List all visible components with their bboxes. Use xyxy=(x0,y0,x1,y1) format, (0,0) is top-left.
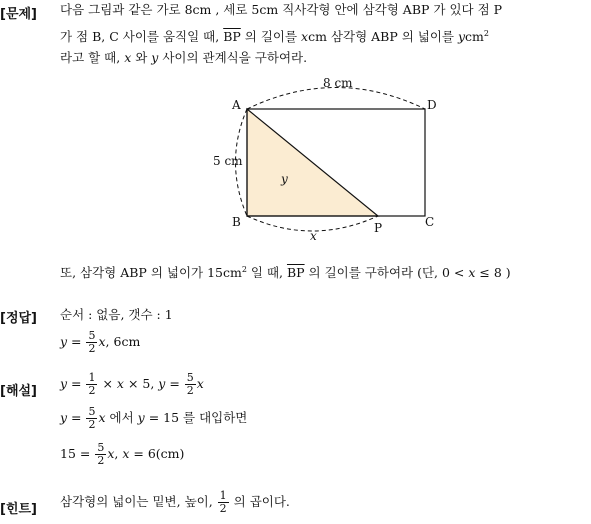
problem-text: 가 점 B, C 사이를 움직일 때, xyxy=(60,29,224,45)
problem-line-1: 다음 그림과 같은 가로 8cm , 세로 5cm 직사각형 안에 삼각형 ABP 가 있다 점 P xyxy=(60,2,503,17)
equals: = xyxy=(67,376,86,391)
var-x: x xyxy=(196,376,204,391)
explanation-line-2 xyxy=(60,404,247,432)
var-x: x xyxy=(107,446,115,461)
answer-line-1: 순서 : 없음, 갯수 : 1 xyxy=(60,307,173,322)
var-y: y xyxy=(151,50,159,65)
problem-line-2 xyxy=(60,26,489,45)
area-var-y: y xyxy=(281,172,288,186)
fraction xyxy=(218,490,229,515)
explanation-label: [해설] xyxy=(0,384,37,399)
var-y: y xyxy=(457,29,466,45)
var-x: x xyxy=(122,446,130,461)
denominator: 2 xyxy=(186,384,194,397)
var-y: y xyxy=(158,376,166,391)
denominator: 2 xyxy=(97,454,105,467)
var-x: x xyxy=(124,50,132,65)
explanation-text: = 15 를 대입하면 xyxy=(144,410,248,425)
hint-line xyxy=(60,488,290,516)
var-x: x xyxy=(301,29,309,45)
label-b: B xyxy=(232,215,241,229)
top-dimension-arc xyxy=(247,88,425,110)
unit-exponent: 2 xyxy=(483,29,489,38)
answer-label: [정답] xyxy=(0,311,37,326)
numerator: 5 xyxy=(88,405,96,418)
problem-sub-question xyxy=(60,262,511,281)
left-length: 5 cm xyxy=(213,154,243,168)
problem-text: 사이의 관계식을 구하여라. xyxy=(158,50,308,65)
problem-label: [문제] xyxy=(0,7,37,22)
answer-rest: , 6cm xyxy=(105,334,141,349)
problem-text: 라고 할 때, xyxy=(60,50,125,65)
denominator: 2 xyxy=(88,342,96,355)
unit: cm xyxy=(465,29,484,45)
fraction xyxy=(86,372,97,397)
problem-text: ≤ 8 ) xyxy=(475,265,511,281)
numerator: 5 xyxy=(97,441,105,454)
separator: , xyxy=(114,446,123,461)
fraction xyxy=(185,372,196,397)
label-a: A xyxy=(232,98,241,112)
numerator: 5 xyxy=(88,329,96,342)
var-x: x xyxy=(98,410,106,425)
problem-text: 의 길이를 구하여라 (단, 0 < xyxy=(304,265,469,281)
var-y: y xyxy=(60,376,68,391)
denominator: 2 xyxy=(219,502,227,515)
fraction xyxy=(86,330,97,355)
numerator: 1 xyxy=(219,489,227,502)
problem-text: 의 길이를 xyxy=(240,29,302,45)
equals: = xyxy=(165,376,184,391)
problem-text: cm 삼각형 ABP 의 넓이를 xyxy=(308,29,458,45)
hint-text: 삼각형의 넓이는 밑변, 높이, xyxy=(60,494,217,509)
equals: = xyxy=(67,410,86,425)
times: × xyxy=(98,376,117,391)
problem-text: 또, 삼각형 ABP 의 넓이가 15cm xyxy=(60,265,242,281)
expression-rest: = 6(cm) xyxy=(129,446,185,461)
expression-rest: × 5, xyxy=(123,376,159,391)
segment-bp: $\overline{BP}$ xyxy=(223,29,241,45)
bottom-var-x: x xyxy=(310,229,317,243)
problem-text: 일 때, xyxy=(246,265,287,281)
equals: = xyxy=(67,334,86,349)
rectangle-figure xyxy=(213,70,450,250)
numerator: 1 xyxy=(88,371,96,384)
explanation-line-3 xyxy=(60,440,184,468)
segment-bp: $\overline{BP}$ xyxy=(286,265,305,281)
var-y: y xyxy=(137,410,145,425)
triangle-abp xyxy=(247,109,378,216)
explanation-text: 에서 xyxy=(105,410,138,425)
fraction xyxy=(86,406,97,431)
label-d: D xyxy=(427,98,437,112)
label-p: P xyxy=(374,221,383,235)
var-y: y xyxy=(60,410,68,425)
denominator: 2 xyxy=(88,384,96,397)
fraction xyxy=(95,442,106,467)
hint-text: 의 곱이다. xyxy=(229,494,290,509)
answer-line-2 xyxy=(60,328,140,356)
numerator: 5 xyxy=(186,371,194,384)
top-length: 8 cm xyxy=(323,76,353,90)
var-x: x xyxy=(116,376,124,391)
label-c: C xyxy=(425,215,435,229)
denominator: 2 xyxy=(88,418,96,431)
explanation-line-1 xyxy=(60,370,204,398)
problem-line-3 xyxy=(60,50,307,66)
hint-label: [힌트] xyxy=(0,502,37,517)
expression-start: 15 = xyxy=(60,446,95,461)
var-x: x xyxy=(98,334,106,349)
problem-text: 와 xyxy=(131,50,152,65)
var-y: y xyxy=(60,334,68,349)
var-x: x xyxy=(468,265,476,281)
unit-exponent: 2 xyxy=(241,265,247,274)
